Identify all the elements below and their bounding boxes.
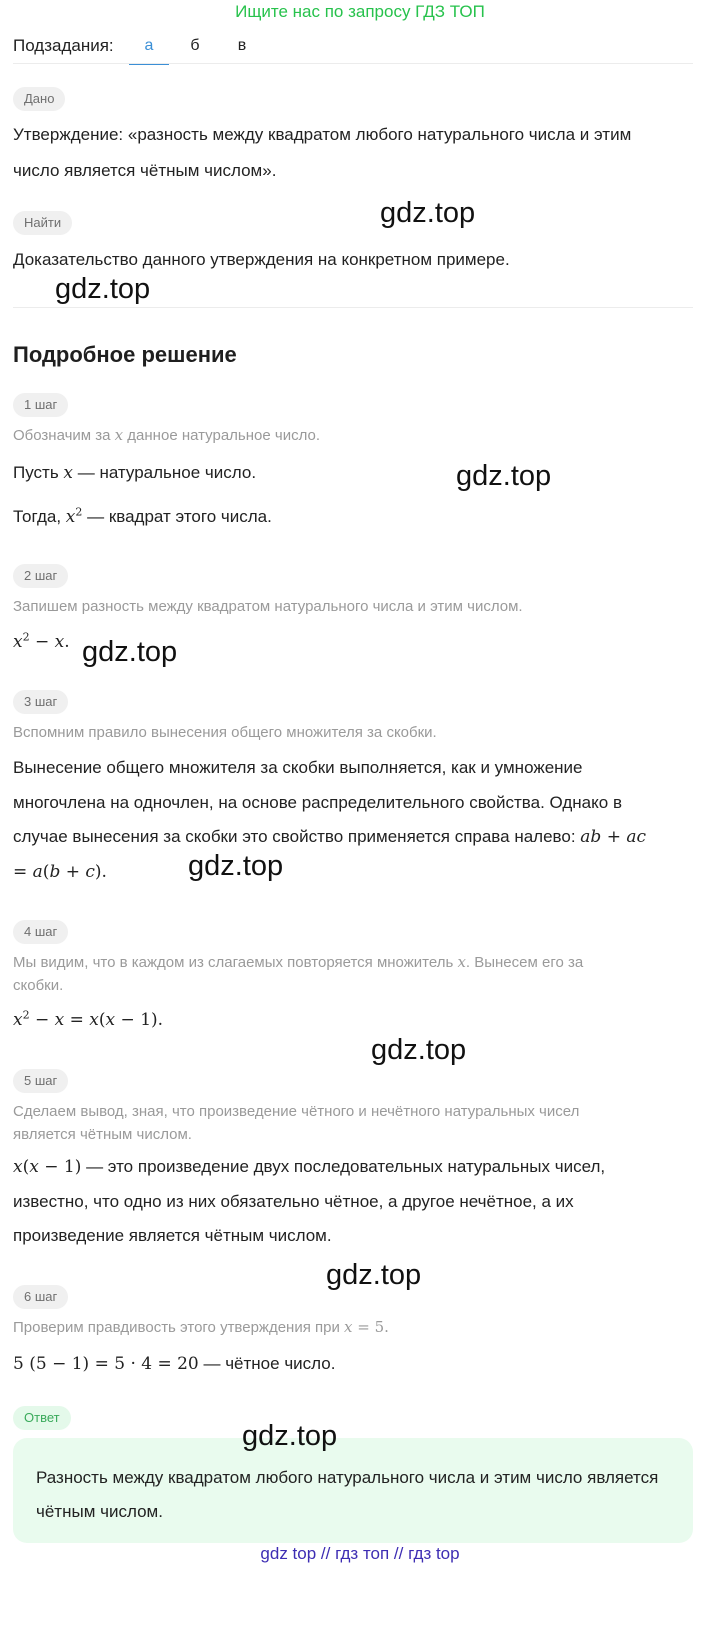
step-6-hint-text: Проверим правдивость этого утверждения при — [13, 1319, 345, 1336]
given-text: Утверждение: «разность между квадратом любого натурального числа и этим число является чётным числом». — [13, 125, 632, 180]
step-1-line-2 — [13, 499, 703, 535]
formula: $x^2$ — [65, 505, 83, 527]
step-5-body — [13, 1150, 643, 1254]
step-1-hint-a: Обозначим за — [13, 427, 115, 444]
formula: x = 5. — [344, 1318, 389, 1336]
formula: ab + ac = a(b + c). — [13, 827, 647, 882]
divider — [13, 307, 693, 308]
formula: $x^2 - x$. — [13, 630, 70, 652]
find-text: Доказательство данного утверждения на конкретном примере. — [13, 250, 510, 269]
formula: x — [63, 463, 73, 483]
step-1-hint-b: данное натуральное число. — [123, 427, 321, 444]
answer-text: Разность между квадратом любого натурального числа и этим число является чётным числом. — [36, 1468, 659, 1521]
step-1-line-2-a: Тогда, — [13, 507, 66, 526]
watermark: gdz.top — [188, 850, 284, 882]
watermark: gdz.top — [242, 1420, 338, 1452]
search-banner: Ищите нас по запросу ГДЗ ТОП — [235, 2, 485, 21]
formula: x(x − 1) — [13, 1157, 82, 1177]
watermark: gdz.top — [55, 273, 151, 305]
divider — [13, 63, 693, 64]
step-4-formula — [13, 1002, 703, 1038]
step-3-body-text: Вынесение общего множителя за скобки выполняется, как и умножение многочлена на одночлен, на основе распределительного свойства. Однако в случае вынесения за скобки это свойство применяется справа налево: — [13, 758, 622, 846]
step-6-hint — [13, 1316, 603, 1339]
step-6-body-text: — чётное число. — [198, 1354, 336, 1373]
watermark: gdz.top — [371, 1034, 467, 1066]
watermark: gdz.top — [456, 460, 552, 492]
step-3-hint: Вспомним правило вынесения общего множителя за скобки. — [13, 724, 437, 741]
footer-links[interactable]: gdz top // гдз топ // гдз top — [260, 1544, 460, 1563]
step-1-badge: 1 шаг — [13, 393, 68, 417]
formula: x — [457, 953, 466, 971]
given-badge: Дано — [13, 87, 65, 111]
step-2-badge: 2 шаг — [13, 564, 68, 588]
step-5-hint: Сделаем вывод, зная, что произведение чётного и нечётного натуральных чисел является чётным числом. — [13, 1103, 580, 1143]
find-badge: Найти — [13, 211, 72, 235]
formula: $x^2 - x = x(x - 1)$. — [13, 1008, 164, 1030]
step-1-line-1-b: — натуральное число. — [73, 463, 257, 482]
formula: 5 (5 − 1) = 5 · 4 = 20 — [13, 1354, 199, 1374]
watermark: gdz.top — [380, 197, 476, 229]
step-6-body — [13, 1346, 703, 1382]
step-3-body — [13, 751, 653, 889]
watermark: gdz.top — [82, 636, 178, 668]
watermark: gdz.top — [326, 1259, 422, 1291]
subtasks-label: Подзадания: — [13, 36, 114, 55]
answer-badge: Ответ — [13, 1406, 71, 1430]
step-4-hint — [13, 951, 603, 997]
step-4-hint-b: . Вынесем его за скобки. — [13, 954, 584, 994]
step-1-hint — [13, 424, 603, 447]
step-6-badge: 6 шаг — [13, 1285, 68, 1309]
tab-a[interactable]: а — [129, 33, 169, 65]
step-3-badge: 3 шаг — [13, 690, 68, 714]
solution-title: Подробное решение — [13, 342, 237, 367]
step-4-hint-a: Мы видим, что в каждом из слагаемых повторяется множитель — [13, 954, 458, 971]
step-4-badge: 4 шаг — [13, 920, 68, 944]
step-2-hint: Запишем разность между квадратом натурального числа и этим числом. — [13, 598, 523, 615]
step-5-body-text: — это произведение двух последовательных натуральных чисел, известно, что одно из них обязательно чётное, а другое нечётное, а их произведение является чётным числом. — [13, 1157, 606, 1245]
step-5-badge: 5 шаг — [13, 1069, 68, 1093]
formula: x — [114, 426, 124, 444]
tab-b[interactable]: б — [190, 37, 200, 54]
step-1-line-2-b: — квадрат этого числа. — [82, 507, 272, 526]
step-1-line-1-a: Пусть — [13, 463, 64, 482]
step-1-line-1 — [13, 455, 703, 491]
tab-v[interactable]: в — [237, 37, 247, 54]
